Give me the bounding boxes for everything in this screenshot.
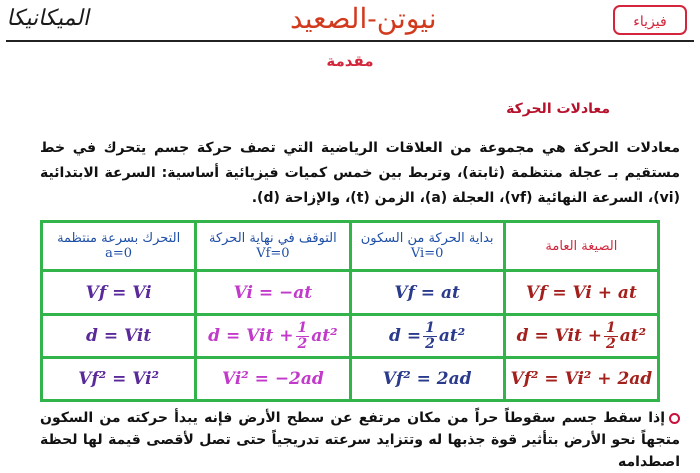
bottom-text: إذا سقط جسم سقوطاً حراً من مكان مرتفع عن سطح الأرض فإنه يبدأ حركته من السكون متجهاً نحو الأرض بتأثير قوة جذبها له وتتزايد سرعته تدريجياً حتى تصل لأقصى قيمة لها لحظة اصطدامه (40, 410, 680, 470)
subtitle: معادلات الحركة (506, 101, 610, 117)
frac-den: 2 (425, 335, 435, 352)
header-center-title: نيوتن-الصعيد (290, 2, 437, 35)
header-cell-stop (197, 223, 348, 269)
eq-lhs: d = (389, 326, 422, 346)
eq-cell (197, 359, 348, 399)
equation: Vf = at (394, 282, 460, 303)
section-title: مقدمة (326, 52, 374, 70)
intro-paragraph: معادلات الحركة هي مجموعة من العلاقات الرياضية التي تصف حركة جسم يتحرك في خط مستقيم بـ عجلة منتظمة (ثابتة)، وتربط بين خمس كميات فيزيائية أساسية: السرعة الابتدائية (vi)، السرعة النهائية (vf)، العجلة (a)، الزمن (t)، والإزاحة (d). (40, 140, 680, 206)
header-condition: Vf=0 (256, 246, 290, 261)
eq-cell (197, 272, 348, 313)
eq-lhs: d = Vit + (208, 326, 294, 346)
header-divider (6, 40, 694, 42)
header-cell-start (352, 223, 503, 269)
bullet-icon (669, 413, 680, 424)
frac-den: 2 (606, 335, 616, 352)
eq-lhs: d = Vit + (516, 326, 602, 346)
header-cell-general (506, 223, 657, 269)
fraction (604, 321, 618, 352)
header-title: بداية الحركة من السكون (360, 231, 494, 246)
equation: Vf = Vi + at (525, 282, 637, 303)
eq-cell (352, 316, 503, 356)
equation: d = Vit (86, 326, 152, 346)
header-cell-uniform (43, 223, 194, 269)
header-condition: a=0 (105, 246, 133, 261)
header-title: التوقف في نهاية الحركة (208, 231, 337, 246)
frac-num: 1 (297, 319, 308, 336)
eq-cell (43, 316, 194, 356)
eq-cell (43, 359, 194, 399)
equation: Vf² = Vi² + 2ad (510, 369, 653, 389)
header-title: الصيغة العامة (545, 238, 618, 254)
equation (208, 321, 337, 352)
frac-den: 2 (297, 335, 308, 352)
frac-num: 1 (606, 319, 616, 336)
eq-cell (506, 316, 657, 356)
fraction (296, 321, 310, 352)
eq-tail: at² (438, 326, 466, 346)
eq-cell (43, 272, 194, 313)
frac-num: 1 (425, 319, 435, 336)
bottom-paragraph (40, 407, 680, 473)
eq-cell (506, 272, 657, 313)
header-title: التحرك بسرعة منتظمة (57, 231, 181, 246)
fraction (423, 321, 437, 352)
equation: Vf² = 2ad (382, 369, 472, 389)
page-header (0, 0, 700, 44)
equation: Vi² = −2ad (221, 369, 324, 389)
logo-text: فيزياء (633, 14, 667, 30)
equation: Vf² = Vi² (78, 369, 160, 389)
eq-cell (197, 316, 348, 356)
eq-cell (352, 359, 503, 399)
equation: Vi = −at (233, 282, 313, 303)
eq-tail: at² (619, 326, 647, 346)
equation: Vf = Vi (85, 282, 152, 303)
eq-cell (352, 272, 503, 313)
eq-cell (506, 359, 657, 399)
equation (517, 321, 646, 352)
equation (389, 321, 465, 352)
header-condition: Vi=0 (410, 246, 444, 261)
equations-table (40, 220, 660, 402)
header-logo (612, 3, 688, 37)
header-left-title: الميكانيكا (5, 6, 94, 31)
eq-tail: at² (311, 326, 338, 346)
